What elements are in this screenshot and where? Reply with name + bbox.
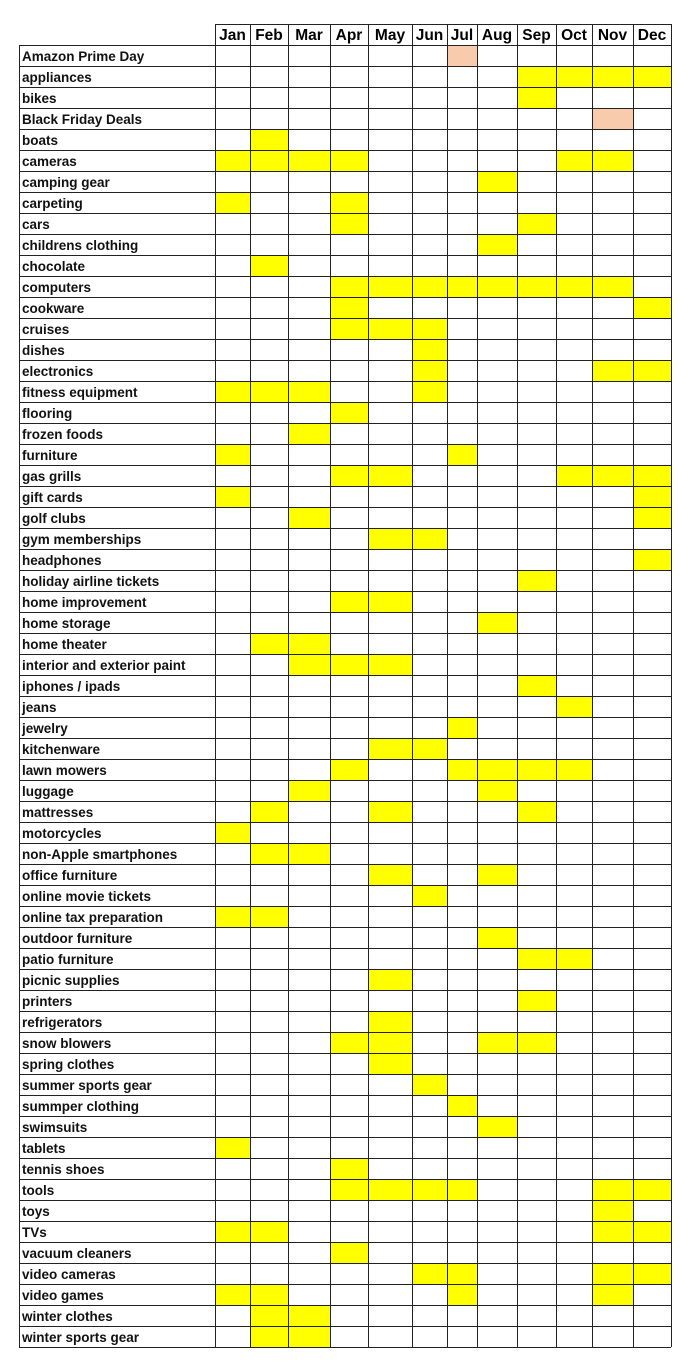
cell-may-39: [368, 864, 412, 885]
cell-oct-1: [556, 66, 592, 87]
row-label: spring clothes: [22, 1057, 115, 1072]
cell-aug-47: [477, 1032, 517, 1053]
cell-sep-25: [517, 570, 556, 591]
row-label: bikes: [22, 91, 57, 106]
row-label: gift cards: [22, 490, 83, 505]
cell-mar-28: [288, 633, 330, 654]
cell-jul-59: [447, 1284, 477, 1305]
cell-apr-57: [330, 1242, 368, 1263]
cell-sep-30: [517, 675, 556, 696]
cell-nov-1: [592, 66, 633, 87]
row-label: appliances: [22, 70, 92, 85]
cell-nov-15: [592, 360, 633, 381]
row-label: carpeting: [22, 196, 83, 211]
cell-feb-16: [250, 381, 288, 402]
row-label: jewelry: [22, 721, 68, 736]
cell-apr-34: [330, 759, 368, 780]
cell-aug-6: [477, 171, 517, 192]
row-label: mattresses: [22, 805, 94, 820]
cell-sep-34: [517, 759, 556, 780]
cell-jan-19: [215, 444, 250, 465]
cell-aug-51: [477, 1116, 517, 1137]
cell-oct-11: [556, 276, 592, 297]
cell-jul-54: [447, 1179, 477, 1200]
row-label: camping gear: [22, 175, 110, 190]
cell-apr-54: [330, 1179, 368, 1200]
cell-jun-58: [412, 1263, 447, 1284]
row-label: holiday airline tickets: [22, 574, 160, 589]
cell-feb-5: [250, 150, 288, 171]
cell-jun-40: [412, 885, 447, 906]
cell-sep-1: [517, 66, 556, 87]
cell-jun-11: [412, 276, 447, 297]
cell-mar-60: [288, 1305, 330, 1326]
cell-jan-21: [215, 486, 250, 507]
row-label: iphones / ipads: [22, 679, 121, 694]
row-label: swimsuits: [22, 1120, 88, 1135]
cell-feb-10: [250, 255, 288, 276]
cell-apr-47: [330, 1032, 368, 1053]
cell-aug-27: [477, 612, 517, 633]
row-label: Amazon Prime Day: [22, 49, 145, 64]
cell-dec-24: [633, 549, 671, 570]
row-label: gas grills: [22, 469, 82, 484]
cell-feb-56: [250, 1221, 288, 1242]
row-label: home improvement: [22, 595, 147, 610]
cell-jan-56: [215, 1221, 250, 1242]
row-label: luggage: [22, 784, 74, 799]
cell-mar-18: [288, 423, 330, 444]
cell-aug-42: [477, 927, 517, 948]
row-label: winter sports gear: [22, 1330, 140, 1345]
cell-may-48: [368, 1053, 412, 1074]
cell-may-11: [368, 276, 412, 297]
row-label: chocolate: [22, 259, 86, 274]
month-header-may: May: [374, 27, 406, 44]
row-label: summer sports gear: [22, 1078, 152, 1093]
row-label: vacuum cleaners: [22, 1246, 132, 1261]
row-label: tools: [22, 1183, 55, 1198]
cell-oct-31: [556, 696, 592, 717]
cell-may-46: [368, 1011, 412, 1032]
cell-jan-37: [215, 822, 250, 843]
row-label: jeans: [22, 700, 57, 715]
cell-apr-53: [330, 1158, 368, 1179]
cell-jul-34: [447, 759, 477, 780]
cell-sep-36: [517, 801, 556, 822]
cell-jun-14: [412, 339, 447, 360]
month-header-aug: Aug: [481, 27, 513, 44]
row-label: snow blowers: [22, 1036, 112, 1051]
cell-may-36: [368, 801, 412, 822]
cell-may-44: [368, 969, 412, 990]
month-header-apr: Apr: [335, 27, 363, 44]
cell-may-54: [368, 1179, 412, 1200]
cell-oct-20: [556, 465, 592, 486]
cell-jul-19: [447, 444, 477, 465]
cell-jun-33: [412, 738, 447, 759]
cell-feb-41: [250, 906, 288, 927]
cell-feb-4: [250, 129, 288, 150]
month-header-jan: Jan: [219, 27, 246, 44]
row-label: online movie tickets: [22, 889, 152, 904]
row-label: home storage: [22, 616, 111, 631]
cell-feb-59: [250, 1284, 288, 1305]
cell-mar-22: [288, 507, 330, 528]
row-label: online tax preparation: [22, 910, 164, 925]
row-label: Black Friday Deals: [22, 112, 143, 127]
row-label: toys: [22, 1204, 50, 1219]
cell-jul-50: [447, 1095, 477, 1116]
cell-mar-5: [288, 150, 330, 171]
row-label: childrens clothing: [22, 238, 139, 253]
cell-jun-16: [412, 381, 447, 402]
cell-jul-0: [447, 45, 477, 66]
row-label: lawn mowers: [22, 763, 107, 778]
row-label: cruises: [22, 322, 70, 337]
cell-apr-20: [330, 465, 368, 486]
cell-oct-43: [556, 948, 592, 969]
cell-dec-1: [633, 66, 671, 87]
cell-jan-16: [215, 381, 250, 402]
month-header-oct: Oct: [561, 27, 587, 44]
cell-apr-7: [330, 192, 368, 213]
cell-sep-45: [517, 990, 556, 1011]
month-header-dec: Dec: [637, 27, 667, 44]
cell-apr-11: [330, 276, 368, 297]
row-label: furniture: [22, 448, 78, 463]
cell-may-23: [368, 528, 412, 549]
cell-aug-35: [477, 780, 517, 801]
row-label: home theater: [22, 637, 107, 652]
cell-apr-26: [330, 591, 368, 612]
cell-dec-20: [633, 465, 671, 486]
row-label: summper clothing: [22, 1099, 140, 1114]
cell-oct-5: [556, 150, 592, 171]
cell-aug-34: [477, 759, 517, 780]
cell-jan-41: [215, 906, 250, 927]
cell-oct-34: [556, 759, 592, 780]
cell-apr-12: [330, 297, 368, 318]
cell-may-29: [368, 654, 412, 675]
row-label: headphones: [22, 553, 102, 568]
month-header-sep: Sep: [522, 27, 551, 44]
month-header-jun: Jun: [415, 27, 444, 44]
cell-dec-21: [633, 486, 671, 507]
cell-may-47: [368, 1032, 412, 1053]
cell-nov-54: [592, 1179, 633, 1200]
cell-nov-56: [592, 1221, 633, 1242]
cell-mar-38: [288, 843, 330, 864]
cell-feb-36: [250, 801, 288, 822]
row-label: office furniture: [22, 868, 118, 883]
row-label: video cameras: [22, 1267, 116, 1282]
cell-jun-54: [412, 1179, 447, 1200]
cell-feb-61: [250, 1326, 288, 1347]
cell-apr-17: [330, 402, 368, 423]
row-label: kitchenware: [22, 742, 101, 757]
row-label: boats: [22, 133, 59, 148]
row-label: frozen foods: [22, 427, 103, 442]
cell-nov-20: [592, 465, 633, 486]
month-header-nov: Nov: [597, 27, 628, 44]
cell-sep-43: [517, 948, 556, 969]
cell-aug-11: [477, 276, 517, 297]
row-label: electronics: [22, 364, 94, 379]
cell-may-20: [368, 465, 412, 486]
cell-jul-11: [447, 276, 477, 297]
row-label: computers: [22, 280, 92, 295]
cell-jun-15: [412, 360, 447, 381]
cell-apr-13: [330, 318, 368, 339]
cell-nov-3: [592, 108, 633, 129]
row-label: cookware: [22, 301, 85, 316]
row-label: dishes: [22, 343, 65, 358]
row-label: outdoor furniture: [22, 931, 133, 946]
cell-mar-35: [288, 780, 330, 801]
cell-dec-56: [633, 1221, 671, 1242]
cell-sep-47: [517, 1032, 556, 1053]
cell-jul-58: [447, 1263, 477, 1284]
row-label: golf clubs: [22, 511, 86, 526]
cell-aug-39: [477, 864, 517, 885]
cell-may-13: [368, 318, 412, 339]
cell-may-33: [368, 738, 412, 759]
row-label: picnic supplies: [22, 973, 120, 988]
month-header-jul: Jul: [450, 27, 474, 44]
row-label: video games: [22, 1288, 104, 1303]
row-label: non-Apple smartphones: [22, 847, 178, 862]
row-label: patio furniture: [22, 952, 114, 967]
cell-mar-16: [288, 381, 330, 402]
row-label: gym memberships: [22, 532, 142, 547]
month-header-feb: Feb: [255, 27, 283, 44]
cell-feb-28: [250, 633, 288, 654]
cell-nov-58: [592, 1263, 633, 1284]
month-header-mar: Mar: [295, 27, 323, 44]
row-label: tablets: [22, 1141, 66, 1156]
cell-dec-12: [633, 297, 671, 318]
row-label: fitness equipment: [22, 385, 138, 400]
row-label: refrigerators: [22, 1015, 103, 1030]
cell-jan-59: [215, 1284, 250, 1305]
cell-jan-5: [215, 150, 250, 171]
cell-apr-8: [330, 213, 368, 234]
cell-apr-5: [330, 150, 368, 171]
row-label: tennis shoes: [22, 1162, 105, 1177]
cell-mar-29: [288, 654, 330, 675]
cell-jan-52: [215, 1137, 250, 1158]
row-label: printers: [22, 994, 73, 1009]
cell-sep-11: [517, 276, 556, 297]
row-label: cars: [22, 217, 50, 232]
cell-apr-29: [330, 654, 368, 675]
cell-dec-22: [633, 507, 671, 528]
row-label: interior and exterior paint: [22, 658, 186, 673]
cell-nov-5: [592, 150, 633, 171]
cell-mar-61: [288, 1326, 330, 1347]
cell-sep-8: [517, 213, 556, 234]
cell-may-26: [368, 591, 412, 612]
row-label: winter clothes: [22, 1309, 113, 1324]
cell-nov-11: [592, 276, 633, 297]
cell-feb-38: [250, 843, 288, 864]
cell-jul-32: [447, 717, 477, 738]
cell-dec-15: [633, 360, 671, 381]
cell-jan-7: [215, 192, 250, 213]
cell-aug-9: [477, 234, 517, 255]
row-label: flooring: [22, 406, 73, 421]
cell-sep-2: [517, 87, 556, 108]
cell-jun-23: [412, 528, 447, 549]
cell-jun-49: [412, 1074, 447, 1095]
cell-feb-60: [250, 1305, 288, 1326]
cell-dec-58: [633, 1263, 671, 1284]
cell-nov-55: [592, 1200, 633, 1221]
cell-jun-13: [412, 318, 447, 339]
row-label: TVs: [22, 1225, 47, 1240]
cell-dec-54: [633, 1179, 671, 1200]
row-label: motorcycles: [22, 826, 102, 841]
row-label: cameras: [22, 154, 77, 169]
cell-nov-59: [592, 1284, 633, 1305]
